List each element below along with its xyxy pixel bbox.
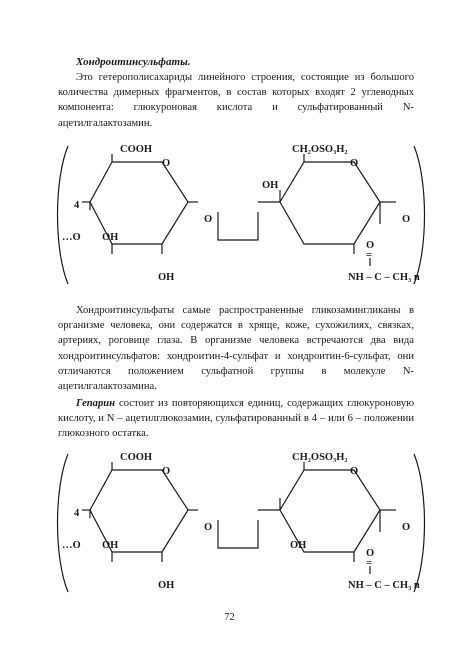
oh-left: OH	[102, 540, 119, 551]
chondroitin-sulfate-structure	[50, 140, 430, 290]
page-number: 72	[224, 612, 235, 623]
ring-oxygen-right: O	[350, 466, 359, 477]
galactosamine-ring	[280, 162, 380, 244]
oh-bottom-left: OH	[158, 580, 175, 591]
ch2oso3h-label: CH₂OSO₃H₂	[292, 144, 348, 155]
paragraph-heparin	[58, 396, 414, 442]
position-4-label: 4	[74, 508, 80, 519]
double-bond: =	[366, 558, 372, 569]
paragraph-description: Хондроитинсульфаты самые распространенные гликозамингликаны в организме человека, они содержатся в хряще, коже, сухожилиях, связках, артериях, роговице глаза. В организме человека встречаются два вида хондроитинсульфатов: хондроитин-4-сульфат и хондроитин-6-сульфат, они отличаются положением сульфатной группы в молекуле N-ацетилгалактозамина.	[58, 305, 414, 393]
bridge-oxygen: O	[204, 522, 213, 533]
oh-left: OH	[102, 232, 119, 243]
right-bracket	[414, 146, 425, 284]
acetyl-oxygen: O	[366, 240, 375, 251]
oh-right: OH	[262, 180, 279, 191]
bridge-oxygen: O	[204, 214, 213, 225]
right-bracket	[414, 454, 425, 592]
left-bracket	[58, 454, 69, 592]
ring-oxygen-left: O	[162, 158, 171, 169]
heparin-structure	[50, 448, 430, 598]
ch2oso3h-label: CH₂OSO₃H₂	[292, 452, 348, 463]
ring-oxygen-left: O	[162, 466, 171, 477]
glycosidic-o-left: …O	[62, 540, 81, 551]
ring-oxygen-right: O	[350, 158, 359, 169]
acetyl-group: NH – C – CH₃ n	[348, 580, 420, 591]
end-oxygen: O	[402, 522, 411, 533]
cooh-label: COOH	[120, 144, 153, 155]
acetyl-oxygen: O	[366, 548, 375, 559]
end-oxygen: O	[402, 214, 411, 225]
heparin-term: Гепарин	[76, 398, 116, 409]
section-heading: Хондроитинсульфаты.	[76, 56, 191, 68]
left-bracket	[58, 146, 69, 284]
heparin-text: состоит из повторяющихся единиц, содержащих глюкуроновую кислоту, и N – ацетилглюкозамин, сульфатированный в 4 – или 6 – положении глюкозного остатка.	[58, 398, 414, 440]
position-4-label: 4	[74, 200, 80, 211]
glycosidic-o-left: …O	[62, 232, 81, 243]
double-bond: =	[366, 250, 372, 261]
oh-right: OH	[290, 540, 307, 551]
oh-bottom-left: OH	[158, 272, 175, 283]
acetyl-group: NH – C – CH₃ n	[348, 272, 420, 283]
paragraph-intro: Это гетерополисахариды линейного строения, состоящие из большого количества димерных фрагментов, в состав которых входят 2 углеводных компонента: глюкуроновая кислота и сульфатированный N-ацетилгалактозамин.	[58, 72, 414, 129]
cooh-label: COOH	[120, 452, 153, 463]
